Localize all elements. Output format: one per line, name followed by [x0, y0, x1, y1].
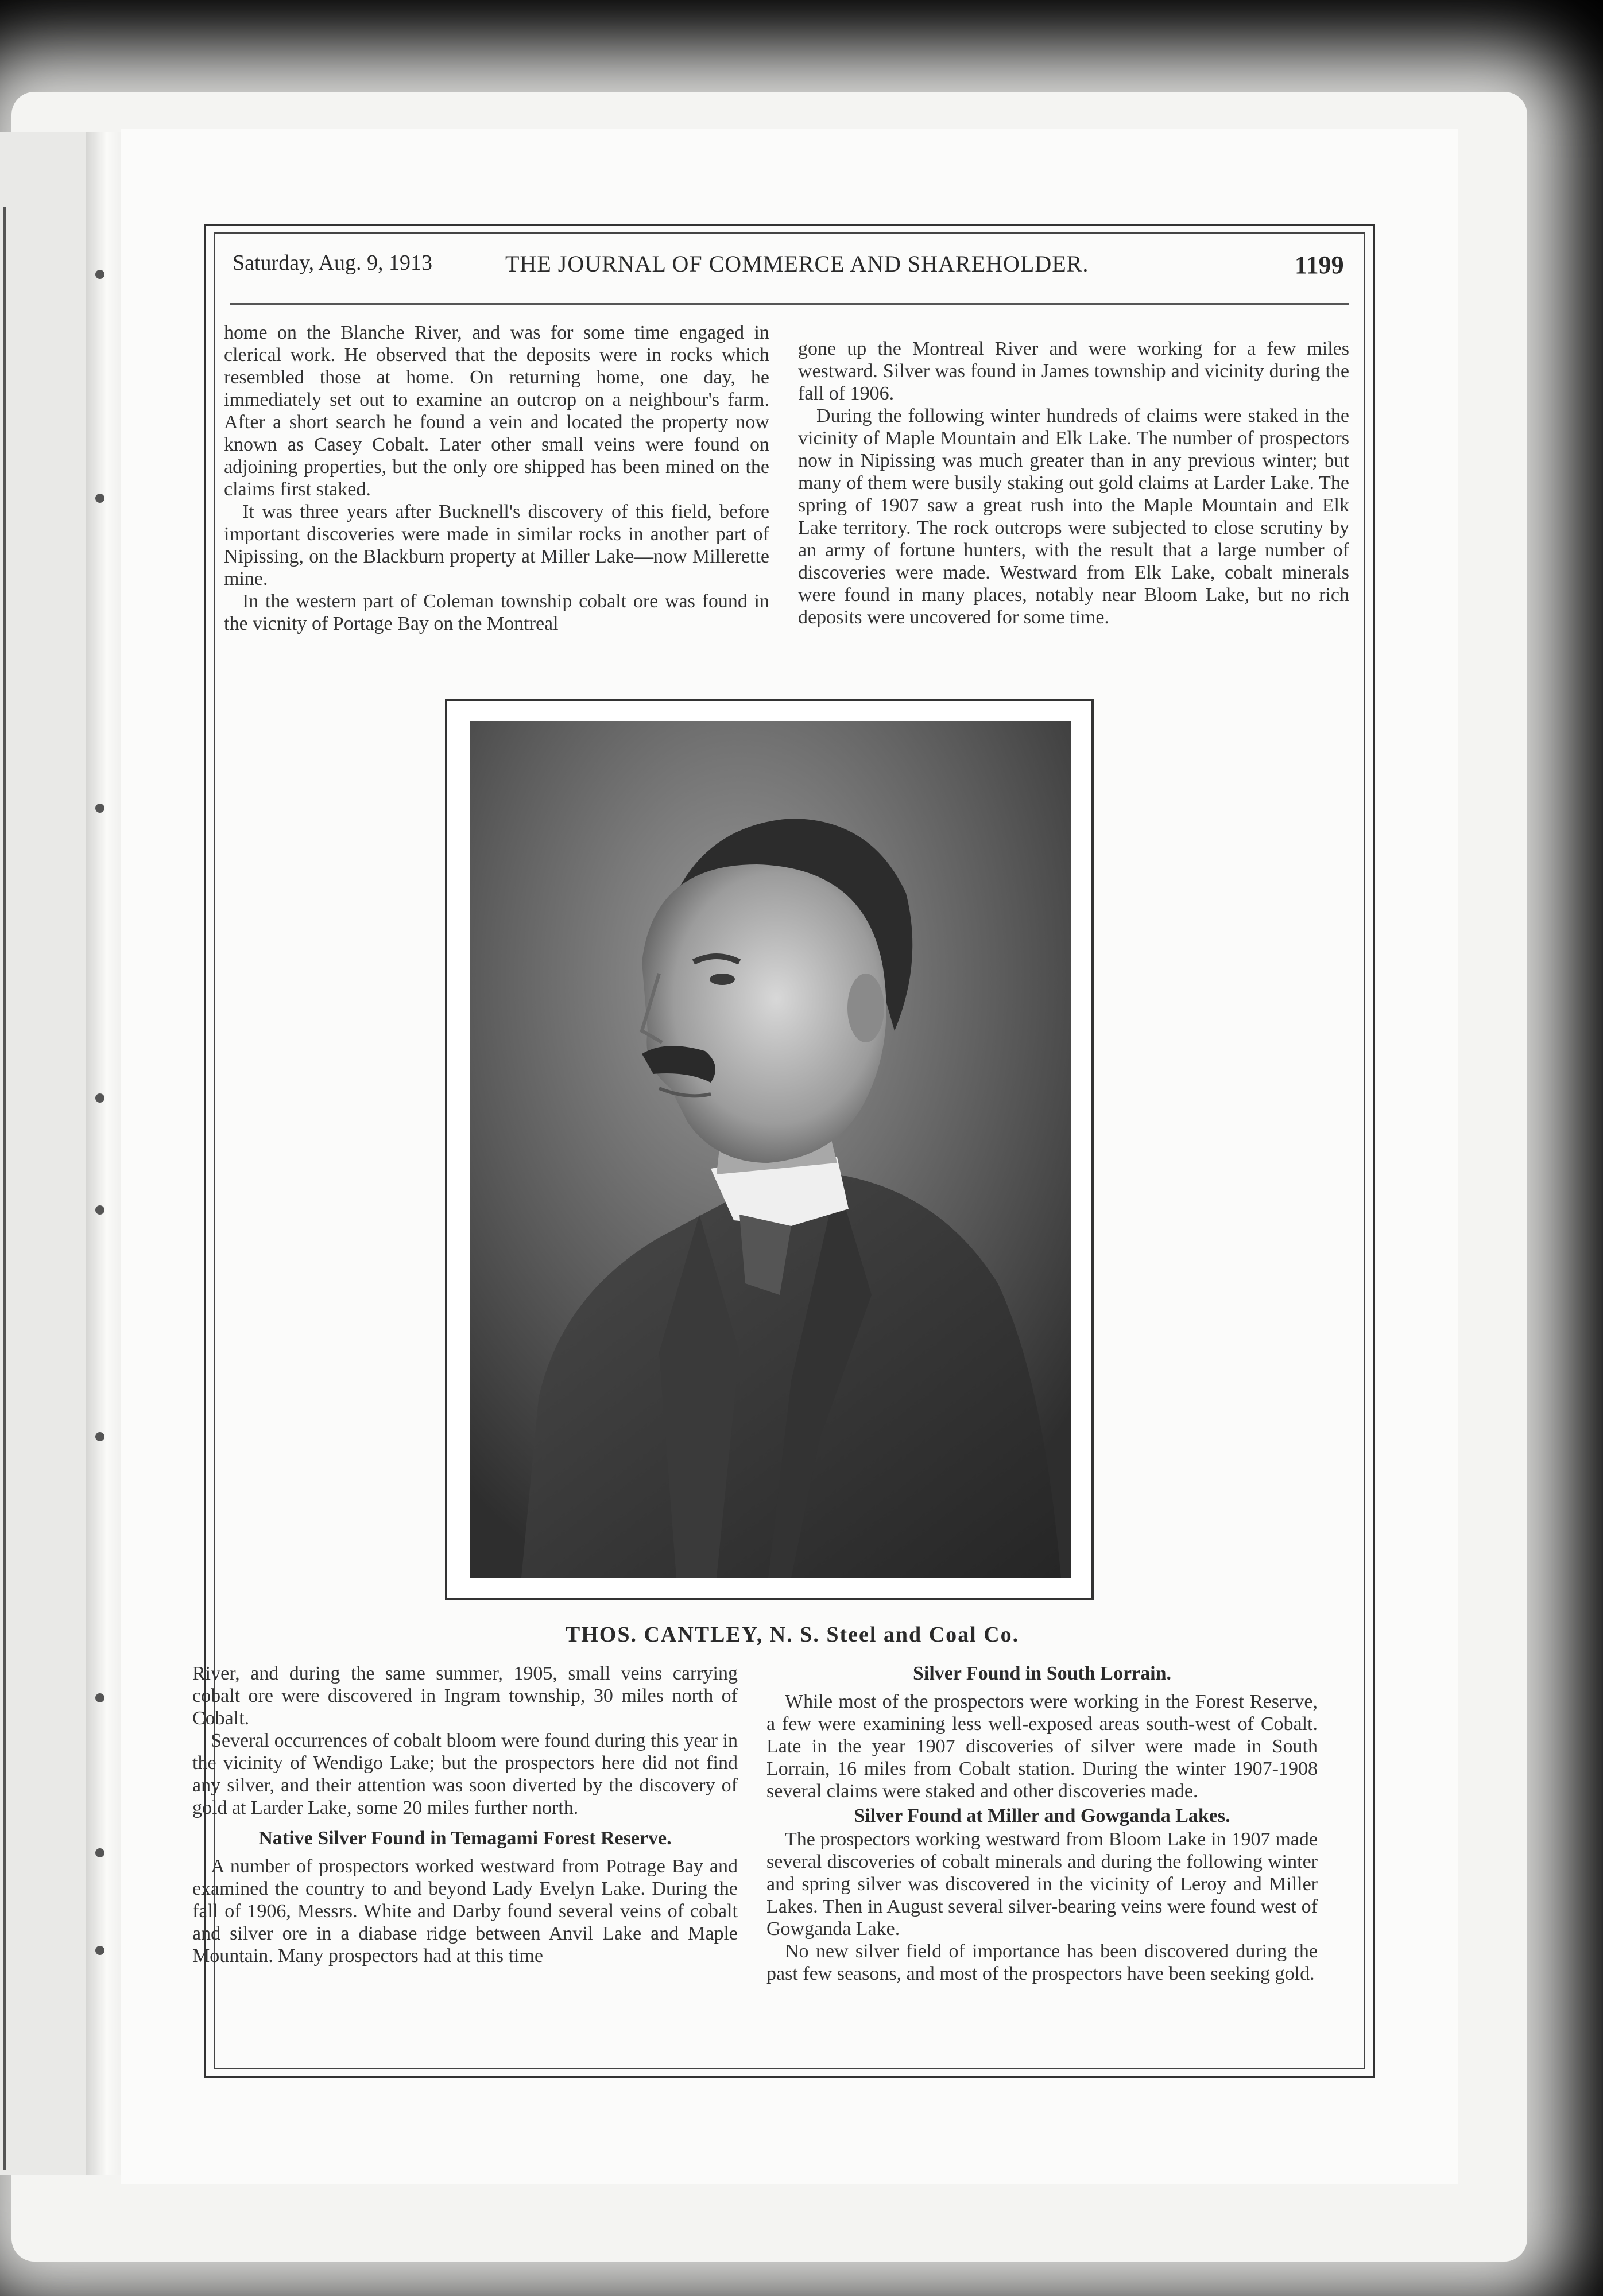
paragraph: A number of prospectors worked westward from Potrage Bay and examined the country to and beyond Lady Evelyn Lake. During the fall of 1906, Messrs. White and Darby found several veins of cobalt and silver ore in a diabase ridge between Anvil Lake and Maple Mountain. Many prospectors had at this time — [192, 1856, 738, 1967]
section-heading: Silver Found in South Lorrain. — [913, 1663, 1171, 1684]
binding-stitch — [95, 494, 104, 503]
photo-caption: THOS. CANTLEY, N. S. Steel and Coal Co. — [565, 1623, 1020, 1647]
paragraph: In the western part of Coleman township cobalt ore was found in the vicnity of Portage Bay on the Montreal — [224, 591, 769, 634]
paragraph: During the following winter hundreds of claims were staked in the vicinity of Maple Mountain and Elk Lake. The number of prospectors now in Nipissing was much greater than in any previous winter; but many of them were busily staking out gold claims at Larder Lake. The spring of 1907 saw a great rush into the Maple Mountain and Elk Lake territory. The rock outcrops were subjected to close scrutiny by an army of fortune hunters, with the result that a large number of discoveries were made. Westward from Elk Lake, cobalt minerals were found in many places, notably near Bloom Lake, but no rich deposits were uncovered for some time. — [798, 405, 1349, 628]
book-gutter — [86, 132, 121, 2175]
binding-stitch — [95, 1693, 104, 1702]
binding-stitch — [95, 1848, 104, 1857]
binding-stitch — [95, 1432, 104, 1441]
section-heading: Native Silver Found in Temagami Forest Reserve. — [258, 1828, 672, 1849]
article-column-top-left — [224, 321, 769, 635]
paragraph: gone up the Montreal River and were working for a few miles westward. Silver was found in James township and vicinity during the fall of 1906. — [798, 338, 1349, 404]
section-heading: Silver Found at Miller and Gowganda Lakes. — [854, 1805, 1230, 1826]
paragraph: It was three years after Bucknell's discovery of this field, before important discoveries were made in similar rocks in another part of Nipissing, on the Blackburn property at Miller Lake—now Millerette mine. — [224, 501, 769, 589]
article-column-bottom-right — [766, 1662, 1318, 1985]
binding-stitch — [95, 1093, 104, 1103]
paragraph: River, and during the same summer, 1905, small veins carrying cobalt ore were discovered in Ingram township, 30 miles north of Cobalt. — [192, 1663, 738, 1729]
binding-stitch — [95, 270, 104, 279]
paragraph: While most of the prospectors were working in the Forest Reserve, a few were examining less well-exposed areas south-west of Cobalt. Late in the year 1907 discoveries of silver were made in South Lorrain, 16 miles from Cobalt station. During the winter 1907-1908 several claims were staked and other discoveries made. — [766, 1691, 1318, 1802]
article-column-bottom-left — [192, 1662, 738, 1967]
binding-stitch — [95, 1205, 104, 1215]
journal-title: THE JOURNAL OF COMMERCE AND SHAREHOLDER. — [505, 251, 1089, 277]
binding-stitch — [95, 804, 104, 813]
binding-stitch — [95, 1946, 104, 1955]
paragraph: Several occurrences of cobalt bloom were found during this year in the vicinity of Wendigo Lake; but the prospectors here did not find any silver, and their attention was soon diverted by the discovery of gold at Larder Lake, some 20 miles further north. — [192, 1730, 738, 1818]
facing-page-rule — [3, 207, 6, 2170]
article-column-top-right — [798, 338, 1349, 629]
portrait-photo — [470, 721, 1071, 1578]
issue-date: Saturday, Aug. 9, 1913 — [233, 251, 432, 275]
header-rule — [230, 303, 1349, 305]
paragraph: No new silver field of importance has been discovered during the past few seasons, and most of the prospectors have been seeking gold. — [766, 1941, 1318, 1984]
paragraph: The prospectors working westward from Bloom Lake in 1907 made several discoveries of cobalt minerals and during the following winter and spring silver was discovered in the vicinity of Leroy and Miller Lakes. Then in August several silver-bearing veins were found west of Gowganda Lake. — [766, 1829, 1318, 1940]
page-number: 1199 — [1295, 251, 1344, 279]
paragraph: home on the Blanche River, and was for some time engaged in clerical work. He observed that the deposits were in rocks which resembled those at home. On returning home, one day, he immediately set out to examine an outcrop on a neighbour's farm. After a short search he found a vein and located the property now known as Casey Cobalt. Later other small veins were found on adjoining properties, but the only ore shipped has been mined on the claims first staked. — [224, 322, 769, 500]
